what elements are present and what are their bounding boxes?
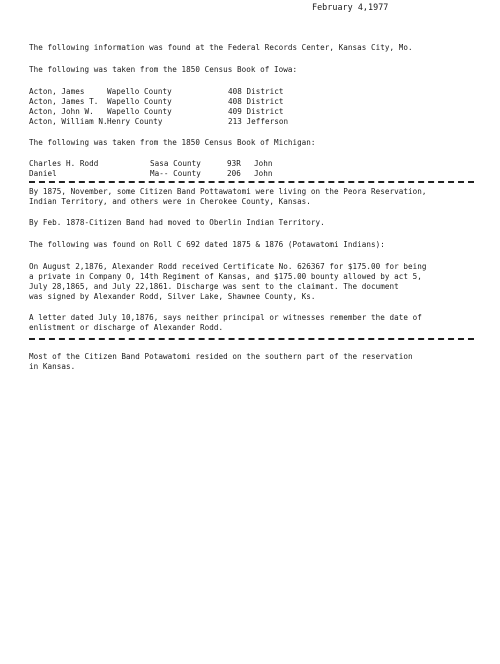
census-county: Ma-- County — [150, 169, 201, 178]
census-location: John — [254, 169, 273, 178]
paragraph-line: On August 2,1876, Alexander Rodd received Certificate No. 626367 for $175.00 for being — [29, 262, 427, 271]
census-name: Daniel — [29, 169, 57, 178]
document-date: February 4,1977 — [312, 2, 389, 12]
census-location: 409 District — [228, 107, 284, 116]
paragraph-line: enlistment or discharge of Alexander Rodd. — [29, 323, 224, 332]
census-row — [29, 169, 273, 179]
census-county: Wapello County — [107, 97, 172, 106]
paragraph-line: a private in Company O, 14th Regiment of Kansas, and $175.00 bounty allowed by act 5, — [29, 272, 422, 281]
paragraph-line: Most of the Citizen Band Potawatomi resided on the southern part of the reservation — [29, 352, 413, 361]
census-number: 206 — [227, 169, 241, 178]
census-county: Wapello County — [107, 87, 172, 96]
section-divider — [29, 338, 474, 340]
paragraph-line: By Feb. 1878-Citizen Band had moved to Oberlin Indian Territory. — [29, 218, 325, 227]
section-divider — [29, 181, 474, 183]
census-row — [29, 159, 273, 169]
census-location: 408 District — [228, 87, 284, 96]
census-row — [29, 107, 284, 117]
census-name: Acton, James — [29, 87, 85, 96]
census-name: Charles H. Rodd — [29, 159, 99, 168]
paragraph-line: By 1875, November, some Citizen Band Pottawatomi were living on the Peora Reservation, — [29, 187, 427, 196]
paragraph-line: in Kansas. — [29, 362, 76, 371]
census-county: Sasa County — [150, 159, 201, 168]
paragraph-line: July 28,1865, and July 22,1861. Discharge was sent to the claimant. The document — [29, 282, 399, 291]
census-name: Acton, William N. — [29, 117, 108, 126]
intro-line: The following information was found at the Federal Records Center, Kansas City, Mo. — [29, 43, 413, 52]
census-location: 213 Jefferson — [228, 117, 289, 126]
census-row — [29, 117, 289, 127]
paragraph-line: A letter dated July 10,1876, says neither principal or witnesses remember the date of — [29, 313, 422, 322]
michigan-census-heading: The following was taken from the 1850 Census Book of Michigan: — [29, 138, 316, 147]
census-row — [29, 87, 284, 97]
census-location: John — [254, 159, 273, 168]
paragraph-line: The following was found on Roll C 692 dated 1875 & 1876 (Potawatomi Indians): — [29, 240, 385, 249]
census-number: 93R — [227, 159, 241, 168]
census-row — [29, 97, 284, 107]
census-location: 408 District — [228, 97, 284, 106]
census-county: Wapello County — [107, 107, 172, 116]
census-name: Acton, John W. — [29, 107, 94, 116]
census-county: Henry County — [107, 117, 163, 126]
paragraph-line: Indian Territory, and others were in Cherokee County, Kansas. — [29, 197, 311, 206]
iowa-census-heading: The following was taken from the 1850 Census Book of Iowa: — [29, 65, 298, 74]
census-name: Acton, James T. — [29, 97, 99, 106]
paragraph-line: was signed by Alexander Rodd, Silver Lake, Shawnee County, Ks. — [29, 292, 316, 301]
